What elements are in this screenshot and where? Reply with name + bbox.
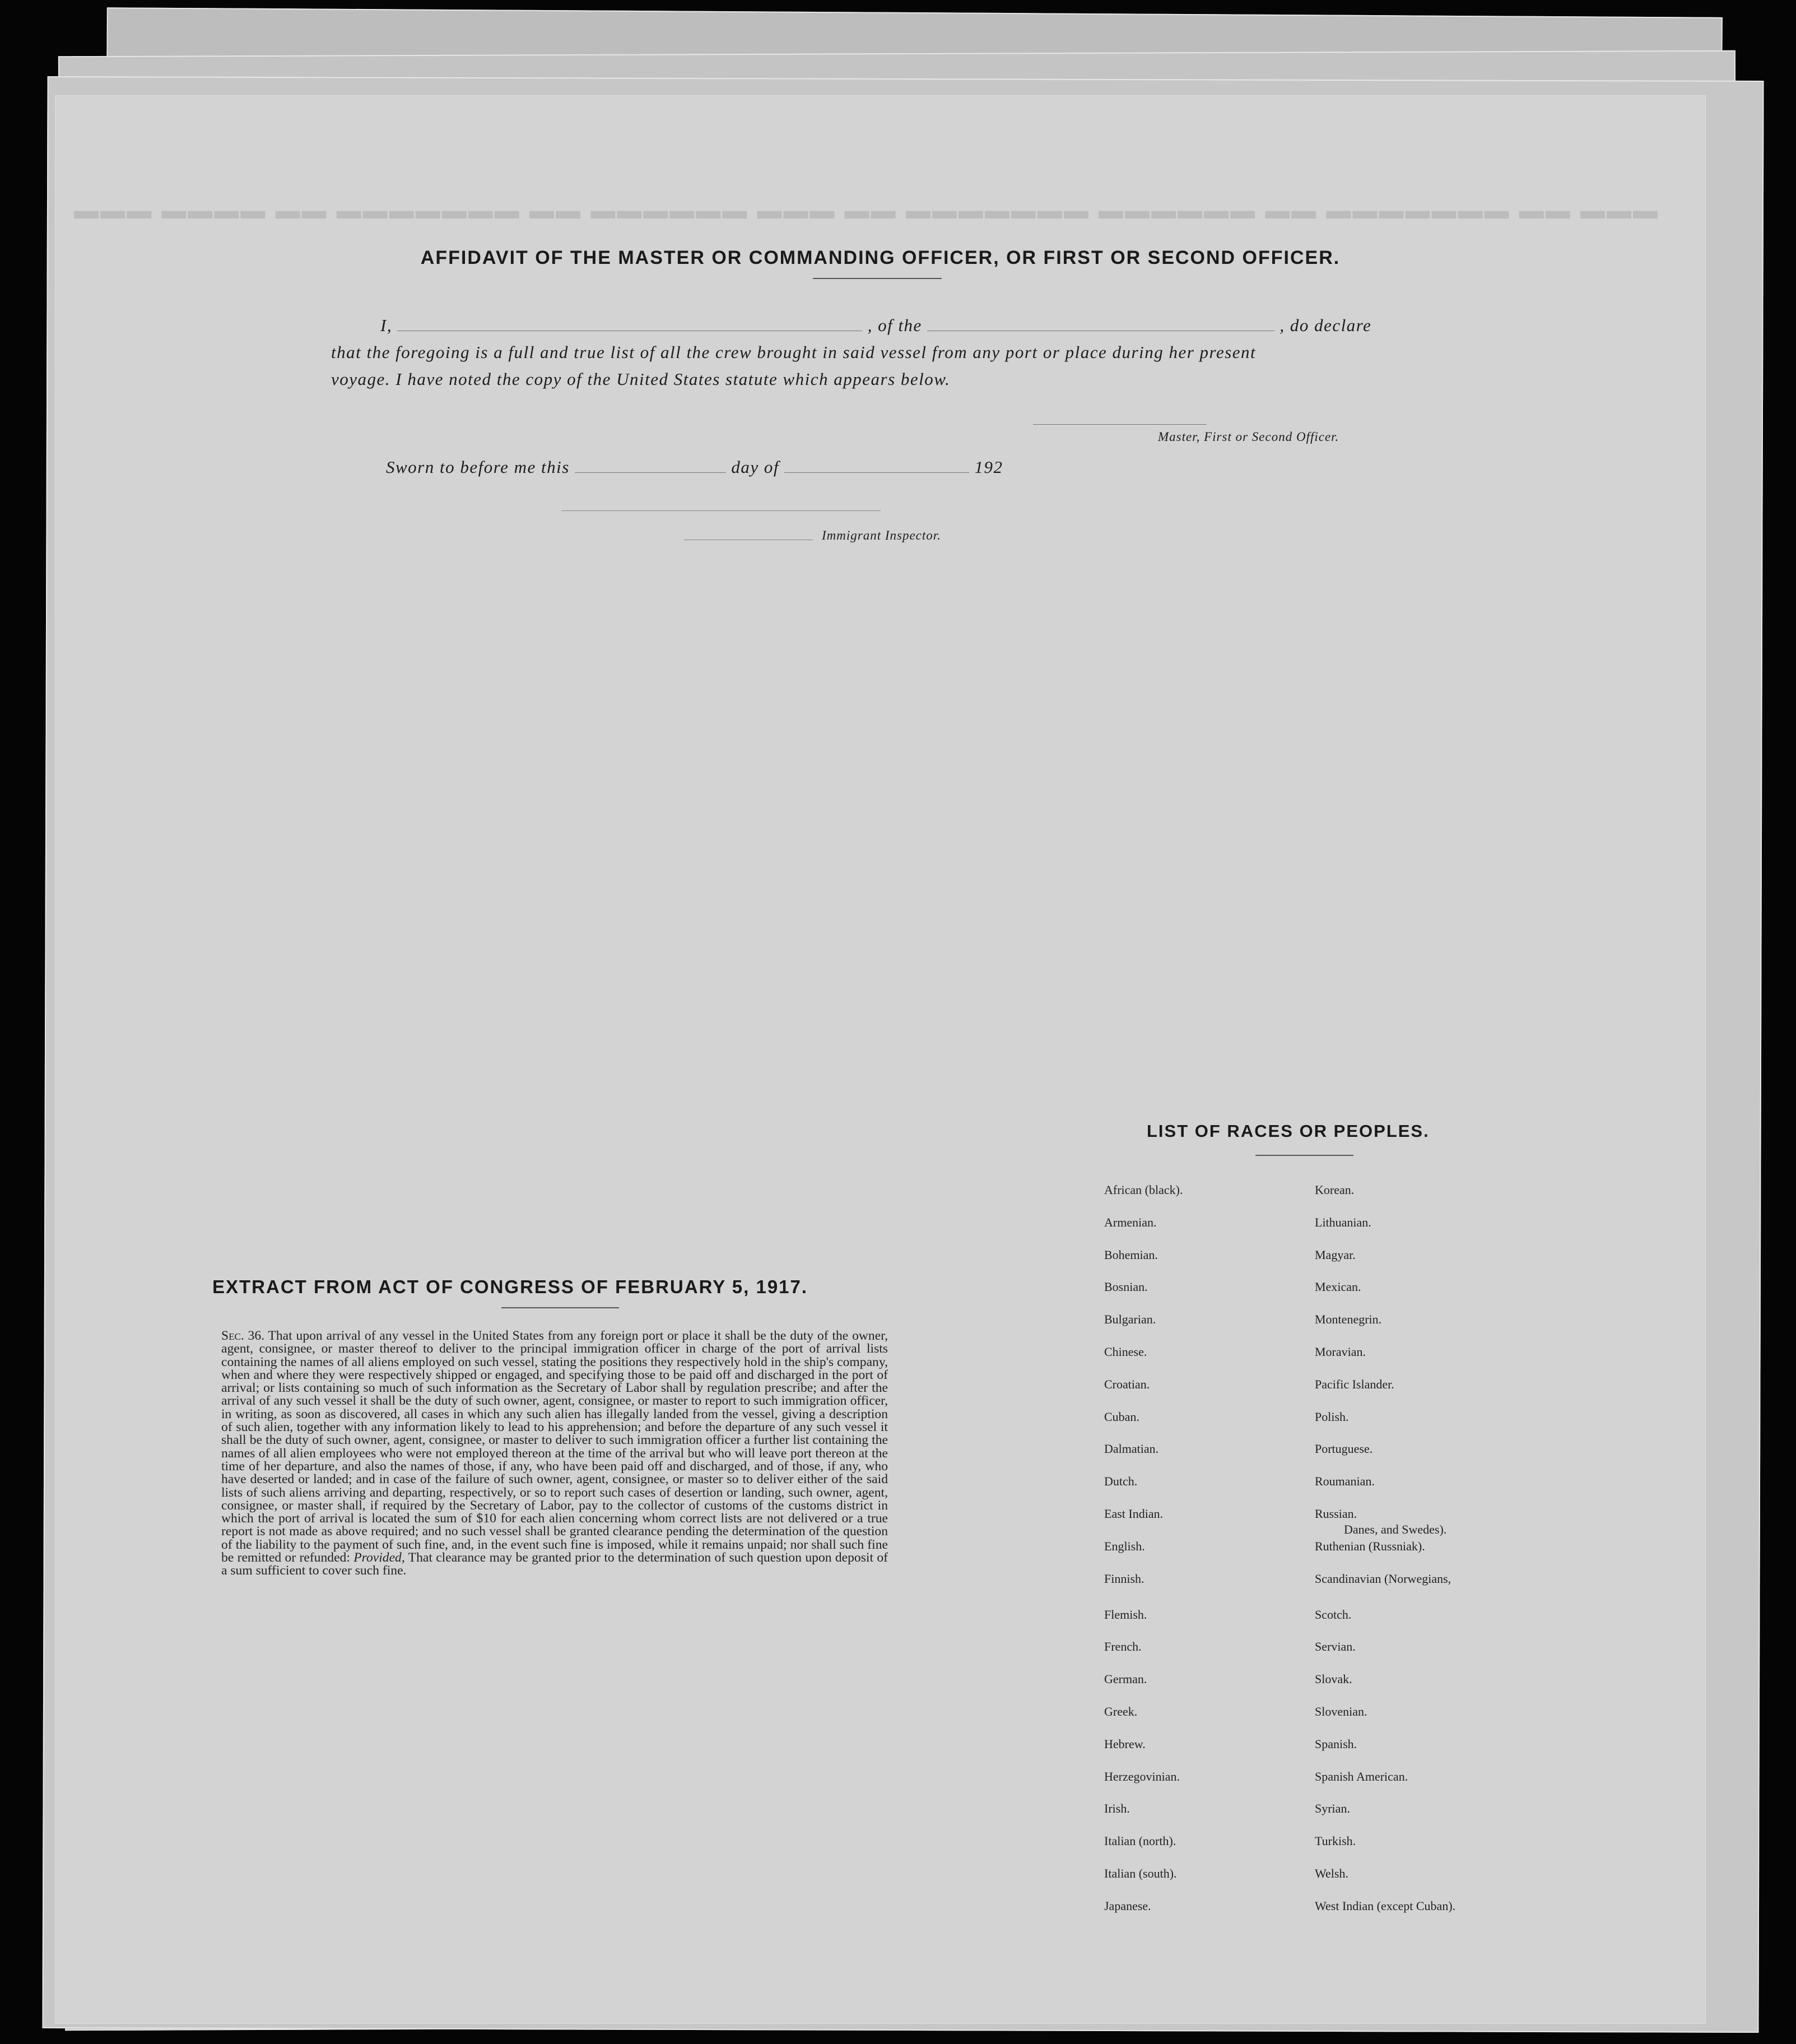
- race-item: Lithuanian.: [1315, 1215, 1371, 1229]
- race-item: Slovak.: [1315, 1672, 1352, 1687]
- race-item: African (black).: [1104, 1183, 1183, 1197]
- race-item: Pacific Islander.: [1315, 1377, 1394, 1391]
- race-item: Irish.: [1104, 1801, 1130, 1816]
- race-item: Servian.: [1315, 1639, 1356, 1654]
- sworn-month-field[interactable]: [784, 472, 969, 473]
- race-item: Chinese.: [1104, 1345, 1147, 1359]
- race-item: Magyar.: [1315, 1247, 1356, 1262]
- of-the-label: , of the: [867, 315, 922, 335]
- day-of-label: day of: [731, 457, 779, 477]
- race-item: Cuban.: [1104, 1409, 1139, 1424]
- statute-text: [221, 1330, 888, 1578]
- race-item: Bosnian.: [1104, 1280, 1148, 1294]
- race-item: Danes, and Swedes).: [1344, 1522, 1447, 1536]
- race-item: Polish.: [1315, 1409, 1349, 1424]
- race-item: Roumanian.: [1315, 1474, 1375, 1489]
- races-title-underline: [1255, 1155, 1353, 1156]
- affidavit-line-3: voyage. I have noted the copy of the United States statute which appears below.: [331, 369, 951, 389]
- race-item: English.: [1104, 1539, 1145, 1553]
- race-item: Korean.: [1315, 1183, 1355, 1197]
- race-item: Scotch.: [1315, 1607, 1352, 1622]
- race-item: Bulgarian.: [1104, 1312, 1156, 1327]
- race-item: Japanese.: [1104, 1898, 1151, 1913]
- year-label: 192: [974, 457, 1003, 477]
- race-item: Montenegrin.: [1315, 1312, 1382, 1327]
- race-item: Herzegovinian.: [1104, 1769, 1180, 1783]
- race-item: Portuguese.: [1315, 1442, 1373, 1456]
- race-item: Italian (south).: [1104, 1866, 1177, 1880]
- race-item: Slovenian.: [1315, 1704, 1367, 1718]
- race-item: Finnish.: [1104, 1571, 1144, 1586]
- title-underline: [813, 278, 942, 279]
- race-item: Turkish.: [1315, 1834, 1356, 1848]
- race-item: Welsh.: [1315, 1866, 1348, 1880]
- races-title: LIST OF RACES OR PEOPLES.: [1147, 1121, 1430, 1141]
- declarant-prefix: I,: [380, 315, 393, 335]
- race-item: Moravian.: [1315, 1345, 1366, 1359]
- signature-label: Master, First or Second Officer.: [1158, 430, 1339, 444]
- race-item: Mexican.: [1315, 1280, 1361, 1294]
- sworn-day-field[interactable]: [575, 472, 726, 473]
- statute-body-end: That clearance may be granted prior to the determination of such question upon deposit of a sum sufficient to cover such fine.: [221, 1550, 888, 1578]
- manifest-page: [55, 95, 1706, 2024]
- race-item: East Indian.: [1104, 1507, 1164, 1521]
- race-item: Dalmatian.: [1104, 1442, 1159, 1456]
- race-item: Croatian.: [1104, 1377, 1150, 1391]
- sworn-prefix: Sworn to before me this: [386, 457, 570, 477]
- statute-body: That upon arrival of any vessel in the United States from any foreign port or place it shall be the duty of the owner, agent, consignee, or master thereof to deliver to the principal immigration officer in charge of the port of arrival lists containing the names of all aliens employed on such vessel, stating the positions they respectively hold in the ship's company, when and where they were respectively shipped or engaged, and specifying those to be paid off and discharged in the port of arrival; or lists containing so much of such information as the Secretary of Labor shall by regulation prescribe; and after the arrival of any such vessel it shall be the duty of such owner, agent, consignee, or master to report to such immigration officer, in writing, as soon as discovered, all cases in which any such alien has illegally landed from the vessel, giving a description of such alien, together with any information likely to lead to his apprehension; and before the departure of any such vessel it shall be the duty of such owner, agent, consignee, or master to deliver to such immigration officer a further list containing the names of all alien employees who were not employed thereon at the time of the arrival but who will leave port thereon at the time of her departure, and also the names of those, if any, who have been paid off and discharged, and of those, if any, who have deserted or landed; and in case of the failure of such owner, agent, consignee, or master so to deliver either of the said lists of such aliens arriving and departing, respectively, or so to report such cases of desertion or landing, such owner, agent, consignee, or master shall, if required by the Secretary of Labor, pay to the collector of customs of the customs district in which the port of arrival is located the sum of $10 for each alien concerning whom correct lists are not delivered or a true report is not made as above required; and no such vessel shall be granted clearance pending the determination of the question of the liability to the payment of such fine, and, in the event such fine is imposed, while it remains unpaid; nor shall such fine be remitted or refunded:: [221, 1328, 888, 1565]
- extract-title-underline: [501, 1307, 619, 1308]
- race-item: Ruthenian (Russniak).: [1315, 1539, 1425, 1553]
- race-item: Spanish American.: [1315, 1769, 1408, 1783]
- race-item: Armenian.: [1104, 1215, 1157, 1229]
- race-item: Syrian.: [1315, 1801, 1350, 1816]
- race-item: Bohemian.: [1104, 1247, 1158, 1262]
- race-item: German.: [1104, 1672, 1147, 1687]
- bleed-through-text: ▬▬▬ ▬▬ ▬▬▬▬▬▬▬ ▬▬ ▬▬▬▬▬▬ ▬▬▬▬▬▬▬ ▬▬ ▬▬▬ ▬▬▬▬▬▬ ▬▬ ▬▬▬▬▬▬▬ ▬▬ ▬▬▬▬ ▬▬▬: [72, 197, 1658, 224]
- inspector-line-upper: [561, 510, 881, 511]
- affidavit-title: AFFIDAVIT OF THE MASTER OR COMMANDING OFFICER, OR FIRST OR SECOND OFFICER.: [420, 247, 1341, 268]
- signature-line[interactable]: [1033, 424, 1207, 425]
- race-item: Italian (north).: [1104, 1834, 1176, 1848]
- race-item: Scandinavian (Norwegians,: [1315, 1571, 1451, 1586]
- race-item: Russian.: [1315, 1507, 1357, 1521]
- race-item: Dutch.: [1104, 1474, 1138, 1489]
- race-item: West Indian (except Cuban).: [1315, 1898, 1456, 1913]
- race-item: Spanish.: [1315, 1736, 1357, 1751]
- affidavit-line-1: [380, 315, 1371, 336]
- race-item: Greek.: [1104, 1704, 1138, 1718]
- provided-label: Provided,: [353, 1550, 405, 1565]
- do-declare-label: , do declare: [1279, 315, 1372, 335]
- section-label: Sec. 36.: [221, 1328, 265, 1343]
- sworn-line: [386, 457, 1003, 477]
- affidavit-line-2: that the foregoing is a full and true list of all the crew brought in said vessel from any port or place during her present: [331, 342, 1257, 362]
- extract-title: EXTRACT FROM ACT OF CONGRESS OF FEBRUARY 5, 1917.: [212, 1276, 808, 1297]
- inspector-label: Immigrant Inspector.: [822, 528, 941, 542]
- race-item: French.: [1104, 1639, 1142, 1654]
- race-item: Flemish.: [1104, 1607, 1147, 1622]
- race-item: Hebrew.: [1104, 1736, 1146, 1751]
